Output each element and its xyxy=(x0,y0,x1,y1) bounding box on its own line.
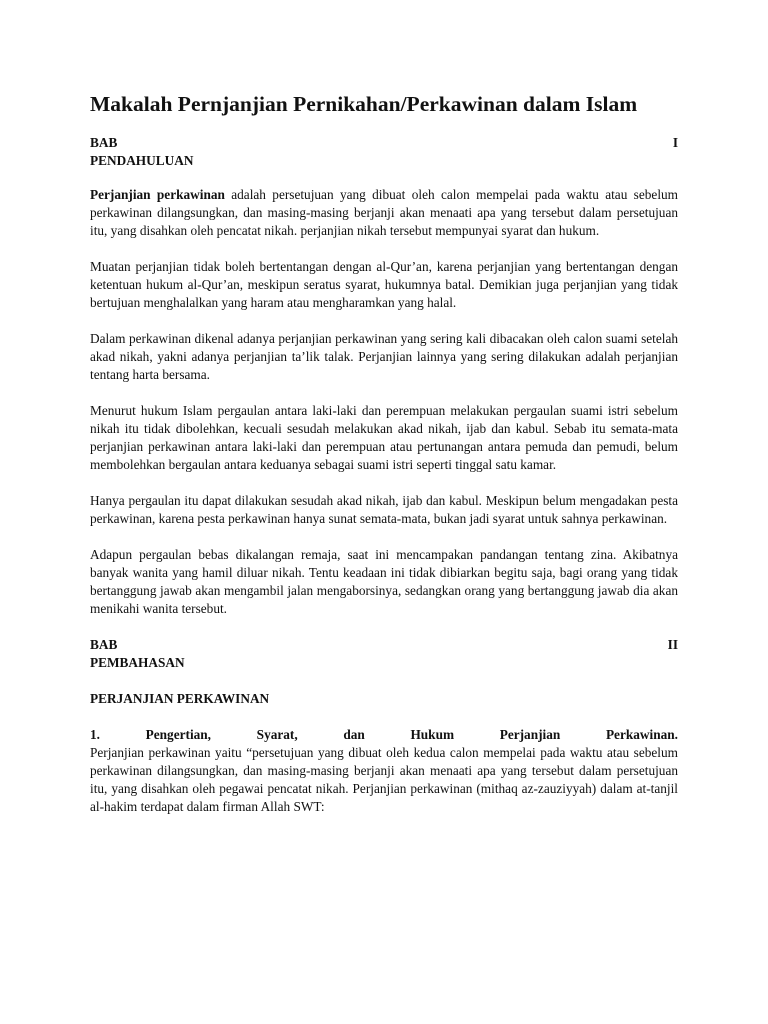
document-title: Makalah Pernjanjian Pernikahan/Perkawinan dalam Islam xyxy=(90,92,638,116)
point-1-word: 1. xyxy=(90,727,100,742)
document-page xyxy=(90,88,678,816)
chapter-2-header xyxy=(90,636,678,672)
point-1-word: Pengertian, xyxy=(145,727,212,742)
chapter-2-numeral: II xyxy=(667,637,678,652)
paragraph-7: Perjanjian perkawinan yaitu “persetujuan yang dibuat oleh kedua calon mempelai pada waktu atau sebelum perkawinan dilangsungkan, dan masing-masing berjanji akan menaati apa yang tersebut dalam persetujuan itu, yang disahkan oleh pegawai pencatat nikah. Perjanjian perkawinan (mithaq az-zauziyyah) dalam at-tanjil al-hakim terdapat dalam firman Allah SWT: xyxy=(90,745,678,814)
section-heading: PERJANJIAN PERKAWINAN xyxy=(90,691,270,706)
chapter-1-heading: PENDAHULUAN xyxy=(90,153,194,168)
paragraph-3: Dalam perkawinan dikenal adanya perjanjian perkawinan yang sering kali dibacakan oleh calon suami setelah akad nikah, yakni adanya perjanjian ta’lik talak. Perjanjian lainnya yang sering dilakukan adalah perjanjian tentang harta bersama. xyxy=(90,331,678,382)
chapter-1-header xyxy=(90,134,678,170)
point-1-word: Perjanjian xyxy=(499,727,561,742)
chapter-2-heading: PEMBAHASAN xyxy=(90,655,185,670)
point-1-word: Hukum xyxy=(410,727,455,742)
point-1-word: Syarat, xyxy=(256,727,298,742)
chapter-1-label: BAB xyxy=(90,135,118,150)
point-1-heading xyxy=(90,726,678,744)
paragraph-1-text: adalah persetujuan yang dibuat oleh calon mempelai pada waktu atau sebelum perkawinan dilangsungkan, dan masing-masing berjanji akan menaati apa yang tersebut dalam persetujuan itu, yang disahkan oleh pencatat nikah. perjanjian nikah tersebut mempunyai syarat dan hukum. xyxy=(90,187,678,238)
paragraph-5: Hanya pergaulan itu dapat dilakukan sesudah akad nikah, ijab dan kabul. Meskipun belum mengadakan pesta perkawinan, karena pesta perkawinan hanya sunat semata-mata, bukan jadi syarat untuk sahnya perkawinan. xyxy=(90,493,678,526)
point-1-word: dan xyxy=(343,727,365,742)
paragraph-1 xyxy=(90,186,678,240)
point-1-word: Perkawinan. xyxy=(605,727,678,742)
chapter-1-numeral: I xyxy=(672,135,678,150)
paragraph-4: Menurut hukum Islam pergaulan antara laki-laki dan perempuan melakukan pergaulan suami istri sebelum nikah itu tidak dibolehkan, kecuali sesudah melakukan akad nikah, ijab dan kabul. Sebab itu semata-mata perjanjian perkawinan antara laki-laki dan perempuan atau pertunangan antara pemuda dan pemudi, belum membolehkan bergaulan antara keduanya sebagai suami istri seperti tinggal satu kamar. xyxy=(90,403,678,472)
paragraph-6: Adapun pergaulan bebas dikalangan remaja, saat ini mencampakan pandangan tentang zina. Akibatnya banyak wanita yang hamil diluar nikah. Tentu keadaan ini tidak dibiarkan begitu saja, bagi orang yang tidak bertanggung jawab akan mengambil jalan mengaborsinya, sedangkan orang yang bertanggung jawab dia akan menikahi wanita tersebut. xyxy=(90,547,678,616)
paragraph-2: Muatan perjanjian tidak boleh bertentangan dengan al-Qur’an, karena perjanjian yang bertentangan dengan ketentuan hukum al-Qur’an, meskipun seratus syarat, hukumnya batal. Demikian juga perjanjian yang tidak bertujuan menghalalkan yang haram atau mengharamkan yang halal. xyxy=(90,259,678,310)
paragraph-1-bold-lead: Perjanjian perkawinan xyxy=(90,187,225,202)
chapter-2-label: BAB xyxy=(90,637,118,652)
